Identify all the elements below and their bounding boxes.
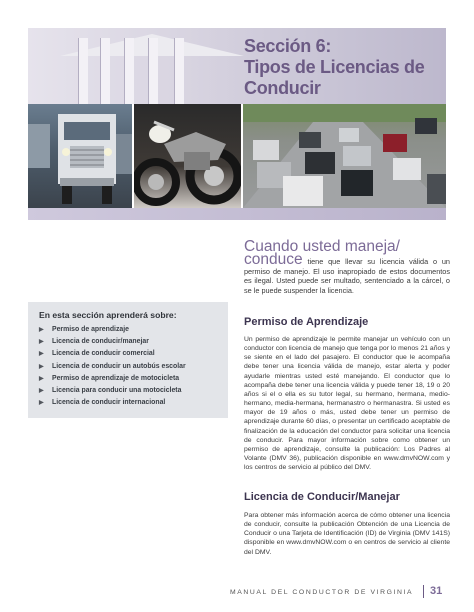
list-item-label: Permiso de aprendizaje de motocicleta — [52, 374, 180, 382]
overview-list — [39, 324, 224, 409]
bullet-arrow-icon: ▶ — [39, 327, 44, 333]
building-pillar — [100, 38, 110, 104]
list-item — [39, 336, 224, 348]
page-title — [244, 36, 424, 99]
bullet-arrow-icon: ▶ — [39, 339, 44, 346]
section-body: Un permiso de aprendizaje le permite manejar un vehículo con un conductor con licencia de manejo que tenga por lo menos 21 años y se siente en el lado del pasajero. El conductor que le acompaña debe tener una licencia válida de manejo, estar alerta y poder ayudarle mientras usted esté manejando. El conductor que lo acompaña debe tener una licencia válida y puede tener 18, 19 o 20 años si el o ella es su tutor legal, su hermano, hermana, medio-hermano, media-hermana, hermanastro o hermanastra. Si usted es mayor de 19 años o más, usted debe tener un permiso de aprendizaje durante 60 días, o presentar un certificado aceptable de finalización de la educación del conductor para solicitar una licencia de conducir. Para mayor información sobre como obtener un permiso de aprendizaje, consulte la publicación: Los Padres al Volante (DMV 36), publicación disponible en www.dmvNOW.com y los centros de servicio al público del DMV. — [244, 336, 450, 472]
page-number: 31 — [430, 585, 443, 597]
intro-heading-word: conduce — [244, 251, 303, 268]
title-line: Sección 6: — [244, 36, 332, 56]
intro-paragraph — [244, 251, 450, 295]
list-item — [39, 324, 224, 336]
list-item-label: Licencia para conducir una motocicleta — [52, 387, 182, 395]
bullet-arrow-icon: ▶ — [39, 388, 44, 395]
list-item — [39, 373, 224, 385]
list-item-label: Licencia de conducir/manejar — [52, 338, 149, 346]
list-item — [39, 348, 224, 360]
bullet-arrow-icon: ▶ — [39, 400, 44, 407]
list-item-label: Licencia de conducir comercial — [52, 350, 155, 358]
section-heading: Licencia de Conducir/Manejar — [244, 491, 400, 503]
banner-divider — [28, 208, 446, 220]
footer-title: MANUAL DEL CONDUCTOR DE VIRGINIA — [230, 589, 414, 596]
building-photo — [28, 28, 446, 104]
building-pillar — [148, 38, 158, 104]
truck-photo — [28, 104, 132, 208]
overview-heading: En esta sección aprenderá sobre: — [39, 310, 177, 320]
header-banner — [28, 28, 446, 220]
motorcycle-photo — [134, 104, 241, 208]
section-heading: Permiso de Aprendizaje — [244, 316, 369, 328]
section-overview-box — [28, 302, 228, 418]
title-line: Tipos de Licencias de — [244, 57, 425, 77]
building-pillar — [124, 38, 134, 104]
building-pillar — [78, 38, 88, 104]
intro-text: tiene que llevar su licencia válida o un permiso de manejo. El uso inapropiado de estos documentos es ilegal. Usted puede ser multado, sentenciado a la cárcel, o se le puede suspender la licencia. — [244, 257, 450, 295]
intro-heading-line: Cuando usted maneja/ — [244, 238, 400, 255]
section-body: Para obtener más información acerca de cómo obtener una licencia de conducir, consulte la publicación Obtención de una Licencia de Conducir o una Tarjeta de Identificación (ID) de Virginia (DMV 141S) disponible en www.dmvNOW.com o en centros de servicio al cliente del DMV. — [244, 512, 450, 556]
list-item — [39, 385, 224, 397]
bullet-arrow-icon: ▶ — [39, 351, 44, 358]
list-item-label: Licencia de conducir internacional — [52, 399, 166, 407]
list-item-label: Licencia de conducir un autobús escolar — [52, 362, 186, 370]
footer-divider — [423, 585, 424, 598]
bullet-arrow-icon: ▶ — [39, 363, 44, 370]
building-pillar — [174, 38, 184, 104]
traffic-photo — [243, 104, 446, 208]
bullet-arrow-icon: ▶ — [39, 375, 44, 382]
title-line: Conducir — [244, 78, 321, 98]
list-item-label: Permiso de aprendizaje — [52, 326, 129, 333]
list-item — [39, 397, 224, 409]
list-item — [39, 361, 224, 373]
